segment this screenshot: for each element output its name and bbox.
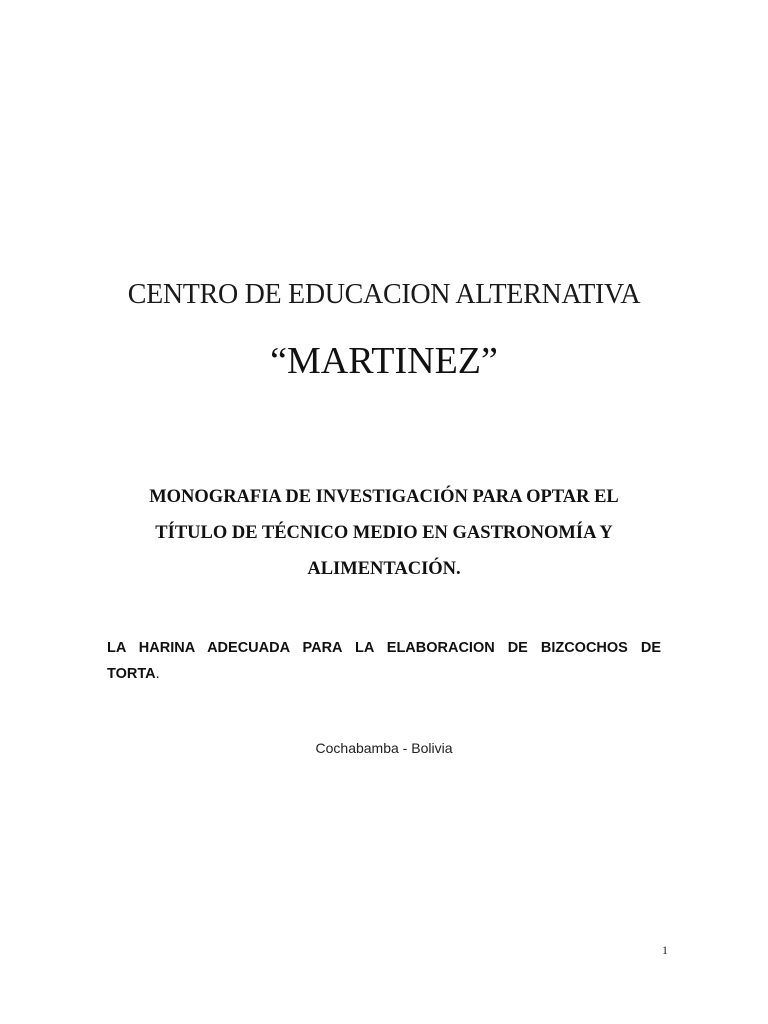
topic-line: LA HARINA ADECUADA PARA LA ELABORACION DE BIZCOCHOS DE bbox=[107, 640, 661, 656]
purpose-line: TÍTULO DE TÉCNICO MEDIO EN GASTRONOMÍA Y bbox=[155, 523, 613, 543]
page-number: 1 bbox=[662, 943, 668, 957]
topic-line bbox=[107, 661, 661, 687]
topic-line-text: TORTA bbox=[107, 666, 156, 682]
location: Cochabamba - Bolivia bbox=[315, 740, 453, 756]
purpose-line: MONOGRAFIA DE INVESTIGACIÓN PARA OPTAR EL bbox=[149, 487, 619, 507]
institution-name: “MARTINEZ” bbox=[270, 340, 498, 382]
monograph-purpose bbox=[110, 479, 658, 587]
topic-period: . bbox=[155, 666, 160, 682]
purpose-line: ALIMENTACIÓN. bbox=[307, 559, 461, 579]
institution-title: CENTRO DE EDUCACION ALTERNATIVA bbox=[127, 279, 641, 310]
monograph-topic bbox=[107, 635, 661, 687]
